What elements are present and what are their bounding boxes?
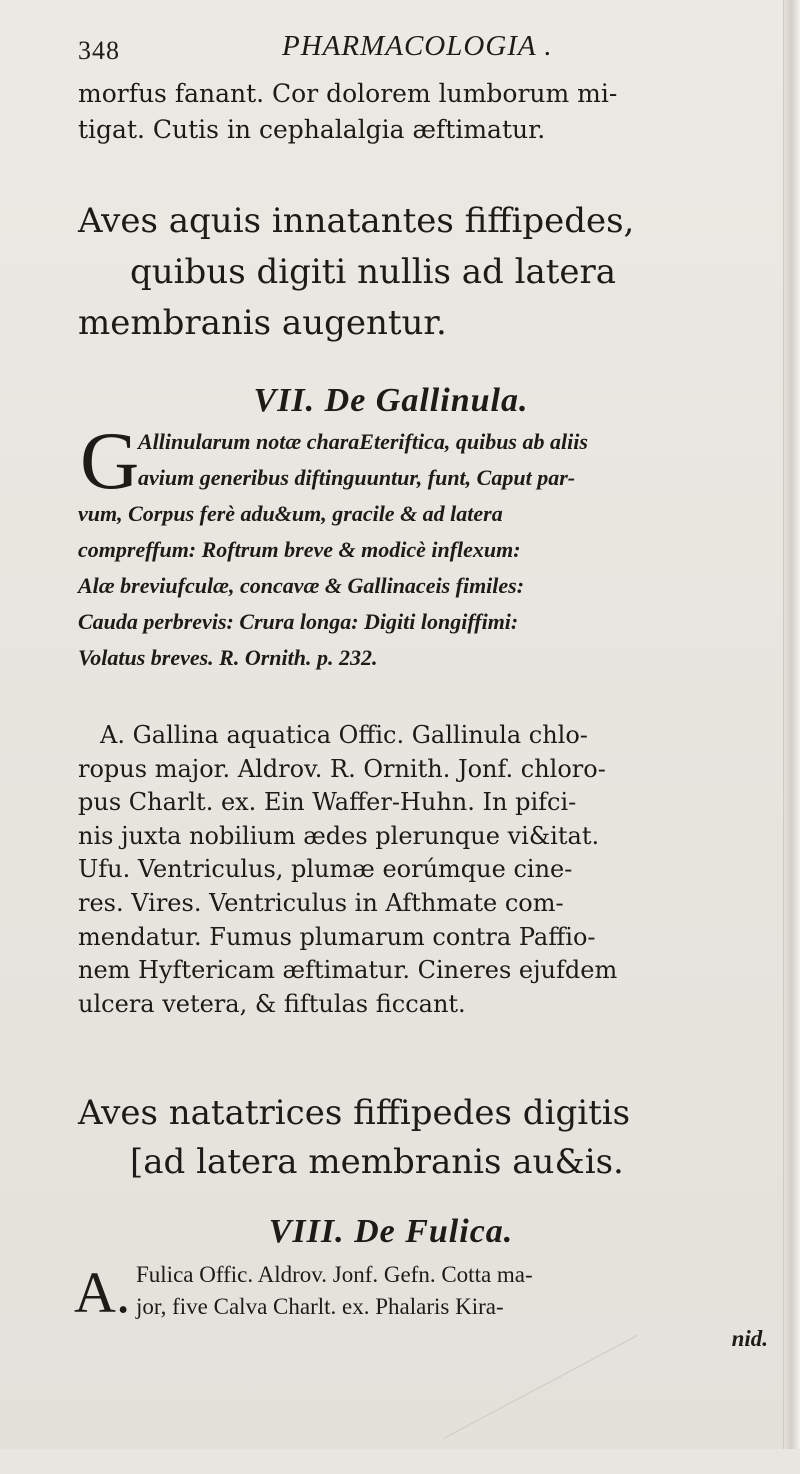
body-line: res. Vires. Ventriculus in Afthmate com- bbox=[78, 888, 564, 917]
heading-line: quibus digiti nullis ad latera bbox=[130, 252, 617, 292]
description-line: Allinularum notæ charaEteriftica, quibus ab aliis bbox=[138, 429, 588, 454]
running-title: PHARMACOLOGIA . bbox=[282, 30, 553, 62]
body-line: Fulica Offic. Aldrov. Jonf. Gefn. Cotta ma- bbox=[136, 1262, 533, 1287]
heading-line: Aves aquis innatantes fiffipedes, bbox=[78, 201, 635, 241]
description-line: vum, Corpus ferè adu&um, gracile & ad latera bbox=[78, 501, 503, 526]
drop-cap-letter: G bbox=[80, 415, 140, 506]
body-line: nis juxta nobilium ædes plerunque vi&itat. bbox=[78, 821, 600, 850]
body-line: pus Charlt. ex. Ein Waffer-Huhn. In pifci- bbox=[78, 788, 577, 817]
gallinula-description bbox=[78, 424, 778, 676]
paper-crease-mark bbox=[443, 1335, 656, 1474]
chapter-title-gallinula: VII. De Gallinula. bbox=[253, 382, 529, 419]
heading-line: Aves natatrices fiffipedes digitis bbox=[78, 1093, 631, 1133]
description-line: avium generibus diftinguuntur, funt, Caput par- bbox=[138, 465, 576, 490]
body-line: ulcera vetera, & fiftulas ficcant. bbox=[78, 989, 466, 1018]
text-line: tigat. Cutis in cephalalgia æftimatur. bbox=[78, 115, 546, 144]
section-heading-aves-innatantes bbox=[78, 196, 778, 349]
body-line: A. Gallina aquatica Offic. Gallinula chlo- bbox=[100, 721, 588, 749]
description-line: Alæ breviufculæ, concavæ & Gallinaceis fimiles: bbox=[78, 573, 525, 598]
body-line: ropus major. Aldrov. R. Ornith. Jonf. chloro- bbox=[78, 754, 606, 783]
intro-paragraph bbox=[78, 76, 778, 148]
text-line: morfus fanant. Cor dolorem lumborum mi- bbox=[78, 79, 618, 108]
page-number: 348 bbox=[78, 36, 120, 65]
page-header bbox=[78, 28, 778, 70]
chapter-title-fulica: VIII. De Fulica. bbox=[268, 1213, 514, 1250]
description-line: compreffum: Roftrum breve & modicè inflexum: bbox=[78, 537, 521, 562]
body-line: Ufu. Ventriculus, plumæ eorúmque cine- bbox=[78, 855, 573, 884]
section-heading-aves-natatrices bbox=[78, 1089, 778, 1187]
page-gutter-edge bbox=[783, 0, 800, 1449]
gallinula-body-text bbox=[78, 719, 778, 1021]
description-line: Cauda perbrevis: Crura longa: Digiti longiffimi: bbox=[78, 609, 519, 634]
body-line: mendatur. Fumus plumarum contra Paffio- bbox=[78, 922, 596, 951]
heading-line: membranis augentur. bbox=[78, 303, 447, 343]
body-line: nid. bbox=[731, 1326, 768, 1351]
body-line: jor, five Calva Charlt. ex. Phalaris Kira- bbox=[136, 1294, 504, 1319]
body-line: nem Hyftericam æftimatur. Cineres ejufdem bbox=[78, 956, 618, 985]
heading-line: [ad latera membranis au&is. bbox=[130, 1142, 624, 1182]
fulica-text bbox=[78, 1259, 778, 1355]
drop-cap-letter: A. bbox=[74, 1260, 131, 1325]
description-line: Volatus breves. R. Ornith. p. 232. bbox=[78, 645, 378, 670]
